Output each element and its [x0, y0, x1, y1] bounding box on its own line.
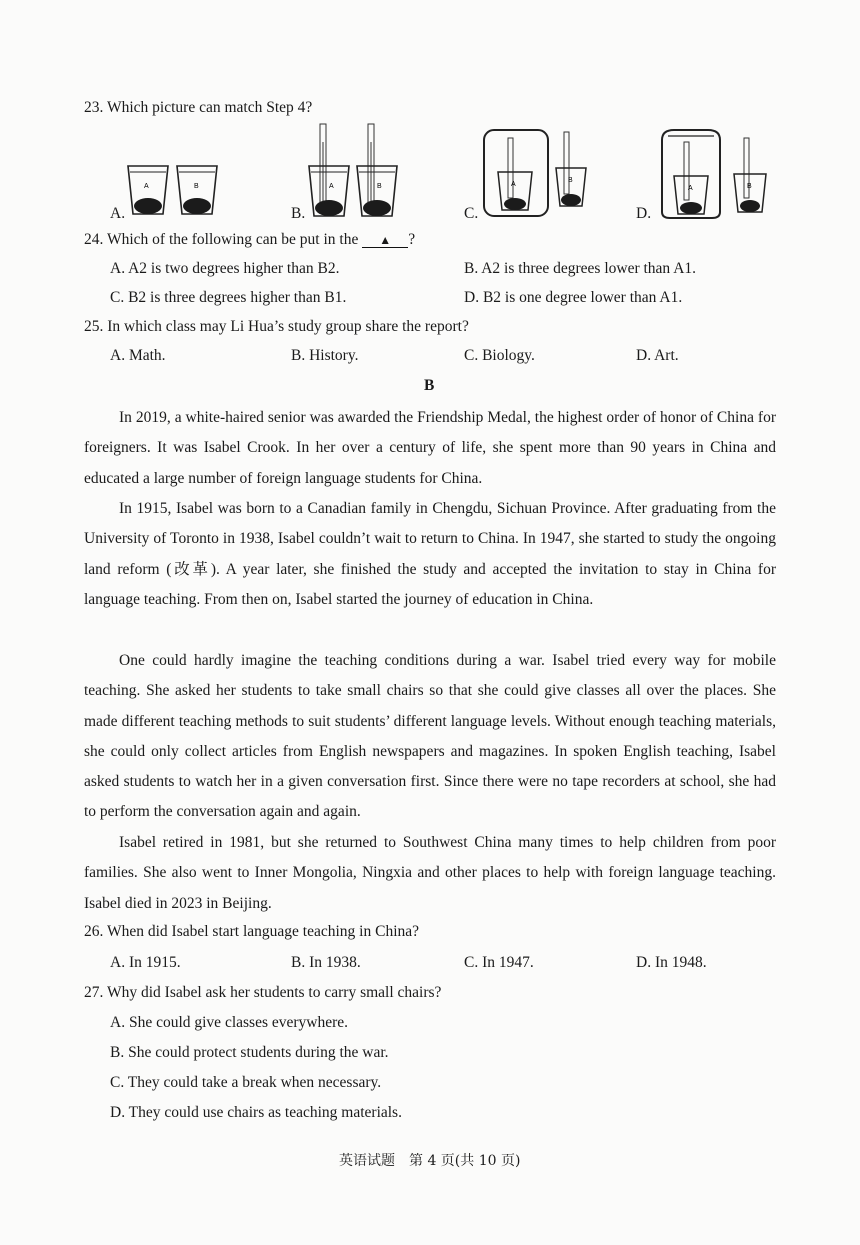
svg-text:B: B — [194, 183, 199, 190]
cups-picture-a — [124, 160, 224, 220]
triangle-icon: ▲ — [379, 233, 392, 247]
passage-paragraph-4: Isabel retired in 1981, but she returned to Southwest China many times to help children from poor families. She also went to Inner Mongolia, Ningxia and other places to help with foreign language teaching. Isabel died in 2023 in Beijing. — [84, 834, 776, 912]
svg-text:A: A — [144, 183, 149, 190]
cups-picture-c — [480, 126, 590, 222]
q23-option-a-label: A. — [110, 205, 126, 222]
thermometer-icon — [368, 124, 374, 206]
q27-option-c: C. They could take a break when necessary. — [110, 1074, 382, 1091]
q24-stem-end: ? — [408, 231, 416, 248]
svg-text:B: B — [377, 183, 382, 190]
q24-option-b: B. A2 is three degrees lower than A1. — [464, 260, 697, 277]
thermometer-icon — [508, 138, 513, 198]
q26-option-c: C. In 1947. — [464, 954, 534, 971]
page-footer: 英语试题 第 4 页(共 10 页) — [339, 1153, 521, 1169]
q24-option-a: A. A2 is two degrees higher than B2. — [110, 260, 340, 277]
svg-text:A: A — [688, 185, 693, 192]
q23-option-b-label: B. — [291, 205, 306, 222]
question-24-stem — [84, 231, 415, 249]
passage-paragraph-1: In 2019, a white-haired senior was awarded the Friendship Medal, the highest order of honor of China for foreigners. It was Isabel Crook. In her over a century of life, she spent more than 90 years in China and educated a large number of foreign language students for China. — [84, 409, 776, 487]
cup-a-icon — [128, 166, 168, 214]
q25-option-a: A. Math. — [110, 347, 166, 364]
thermometer-icon — [564, 132, 569, 194]
q25-option-c: C. Biology. — [464, 347, 535, 364]
svg-text:B: B — [747, 183, 752, 190]
question-25-stem: 25. In which class may Li Hua’s study group share the report? — [84, 318, 469, 335]
q25-option-d: D. Art. — [636, 347, 679, 364]
q27-option-b: B. She could protect students during the war. — [110, 1044, 389, 1061]
passage-paragraph-2: In 1915, Isabel was born to a Canadian family in Chengdu, Sichuan Province. After graduating from the University of Toronto in 1938, Isabel couldn’t wait to return to China. In 1947, she started to study the ongoing land reform (改革). A year later, she finished the study and accepted the invitation to stay in China for language teaching. From then on, Isabel started the journey of education in China. — [84, 500, 776, 608]
svg-text:A: A — [511, 181, 516, 188]
section-heading: B — [424, 377, 435, 394]
q23-option-d-label: D. — [636, 205, 652, 222]
q27-option-a: A. She could give classes everywhere. — [110, 1014, 349, 1031]
question-23-stem: 23. Which picture can match Step 4? — [84, 99, 313, 116]
q24-option-c: C. B2 is three degrees higher than B1. — [110, 289, 347, 306]
q24-option-d: D. B2 is one degree lower than A1. — [464, 289, 683, 306]
q26-option-b: B. In 1938. — [291, 954, 361, 971]
answer-blank — [362, 234, 408, 248]
q26-option-a: A. In 1915. — [110, 954, 181, 971]
cups-picture-b — [305, 122, 405, 220]
q25-option-b: B. History. — [291, 347, 359, 364]
question-27-stem: 27. Why did Isabel ask her students to carry small chairs? — [84, 984, 442, 1001]
svg-text:A: A — [329, 183, 334, 190]
svg-text:B: B — [568, 177, 573, 184]
q23-option-c-label: C. — [464, 205, 479, 222]
cups-picture-d — [654, 126, 770, 222]
passage-paragraph-3: One could hardly imagine the teaching conditions during a war. Isabel tried every way for mobile teaching. She asked her students to take small chairs so that she could give classes all over the places. She made different teaching methods to suit students’ different language levels. Without enough teaching materials, she could only collect articles from English newspapers and magazines. In spoken English teaching, Isabel asked students to watch her in a given conversation first. Since there were no tape recorders at school, she had to perform the conversation again and again. — [84, 652, 776, 821]
q26-option-d: D. In 1948. — [636, 954, 707, 971]
q27-option-d: D. They could use chairs as teaching materials. — [110, 1104, 402, 1121]
thermometer-icon — [320, 124, 326, 206]
question-26-stem: 26. When did Isabel start language teaching in China? — [84, 923, 420, 940]
q24-stem-text: 24. Which of the following can be put in the — [84, 231, 359, 248]
cup-b-icon — [177, 166, 217, 214]
